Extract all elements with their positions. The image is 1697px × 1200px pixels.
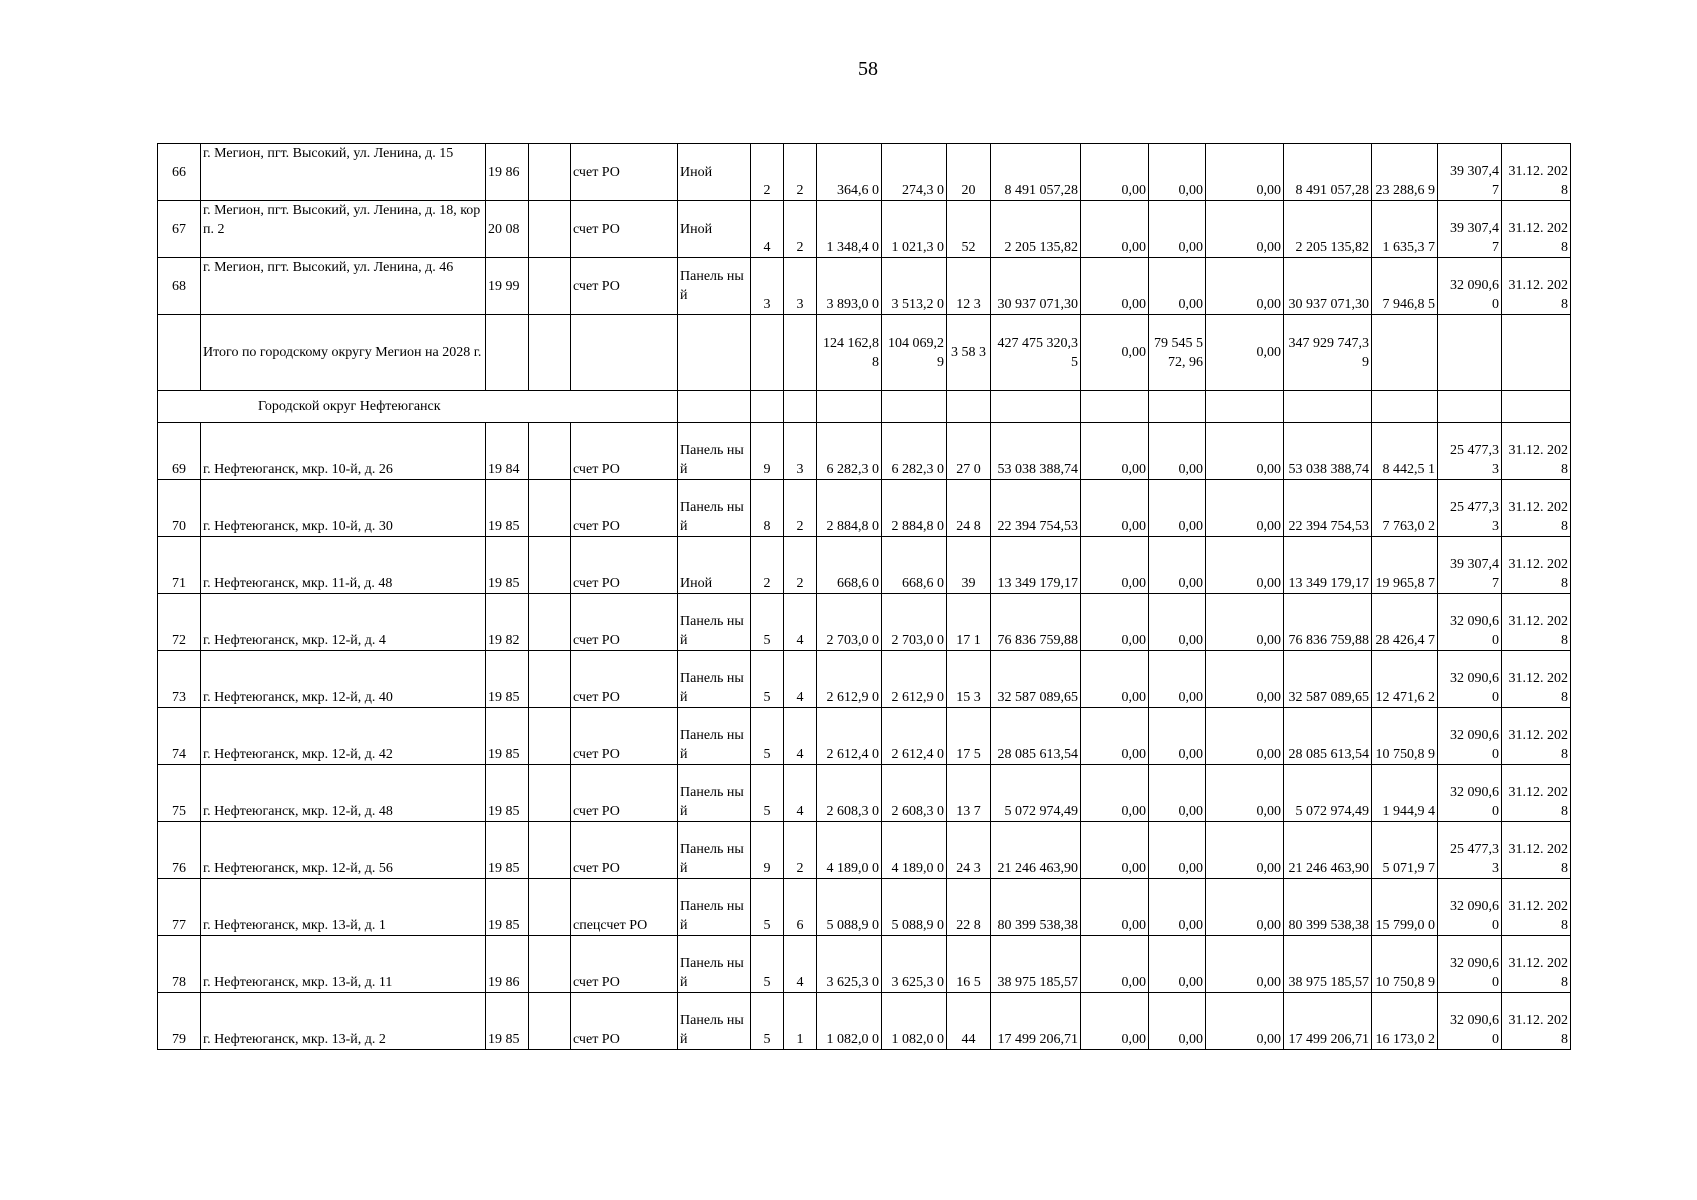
completion-date: 31.12. 2028 — [1502, 480, 1571, 537]
section-header-row — [158, 391, 1571, 423]
row-number: 77 — [158, 879, 201, 936]
completion-date: 31.12. 2028 — [1502, 594, 1571, 651]
area-living: 1 082,0 0 — [882, 993, 947, 1050]
fund-1: 0,00 — [1081, 594, 1149, 651]
row-number: 70 — [158, 480, 201, 537]
row-number: 75 — [158, 765, 201, 822]
area-total: 1 348,4 0 — [817, 201, 882, 258]
fund-2: 0,00 — [1149, 993, 1206, 1050]
address: г. Нефтеюганск, мкр. 12-й, д. 4 — [201, 594, 486, 651]
area-living: 668,6 0 — [882, 537, 947, 594]
repair-cost: 38 975 185,57 — [991, 936, 1081, 993]
wall-material: Иной — [678, 537, 751, 594]
fund-2: 0,00 — [1149, 822, 1206, 879]
floors: 9 — [751, 822, 784, 879]
fund-1: 0,00 — [1081, 651, 1149, 708]
blank-cell — [529, 480, 571, 537]
address: г. Нефтеюганск, мкр. 10-й, д. 26 — [201, 423, 486, 480]
table-row — [158, 993, 1571, 1050]
fund-3: 0,00 — [1206, 258, 1284, 315]
fund-2: 0,00 — [1149, 651, 1206, 708]
table-row — [158, 258, 1571, 315]
wall-material: Панель ный — [678, 594, 751, 651]
unit-cost: 7 946,8 5 — [1372, 258, 1438, 315]
unit-cost: 19 965,8 7 — [1372, 537, 1438, 594]
floors: 2 — [751, 144, 784, 201]
megion-rows — [158, 144, 1571, 315]
table-row — [158, 822, 1571, 879]
repair-cost: 53 038 388,74 — [991, 423, 1081, 480]
build-year: 19 86 — [486, 144, 529, 201]
blank-cell — [529, 258, 571, 315]
completion-date: 31.12. 2028 — [1502, 258, 1571, 315]
wall-material: Панель ный — [678, 822, 751, 879]
area-living: 3 625,3 0 — [882, 936, 947, 993]
area-living: 2 608,3 0 — [882, 765, 947, 822]
account-type: счет РО — [571, 201, 678, 258]
account-type: счет РО — [571, 993, 678, 1050]
account-type: счет РО — [571, 423, 678, 480]
fund-3: 0,00 — [1206, 480, 1284, 537]
wall-material: Панель ный — [678, 879, 751, 936]
table-row — [158, 594, 1571, 651]
area-living: 5 088,9 0 — [882, 879, 947, 936]
area-total: 3 625,3 0 — [817, 936, 882, 993]
fund-1: 0,00 — [1081, 765, 1149, 822]
residents: 22 8 — [947, 879, 991, 936]
blank-cell — [529, 144, 571, 201]
entrances: 6 — [784, 879, 817, 936]
row-number: 66 — [158, 144, 201, 201]
page-number: 58 — [858, 58, 878, 80]
fund-1: 0,00 — [1081, 537, 1149, 594]
unit-cost: 10 750,8 9 — [1372, 708, 1438, 765]
build-year: 19 99 — [486, 258, 529, 315]
account-type: счет РО — [571, 708, 678, 765]
unit-cost: 5 071,9 7 — [1372, 822, 1438, 879]
row-number: 67 — [158, 201, 201, 258]
build-year: 20 08 — [486, 201, 529, 258]
blank-cell — [529, 423, 571, 480]
fund-1: 0,00 — [1081, 480, 1149, 537]
fund-3: 0,00 — [1206, 822, 1284, 879]
megion-total — [158, 315, 1571, 423]
own-funds: 8 491 057,28 — [1284, 144, 1372, 201]
total-fund-1: 0,00 — [1081, 315, 1149, 391]
account-type: счет РО — [571, 765, 678, 822]
fund-2: 0,00 — [1149, 423, 1206, 480]
fund-3: 0,00 — [1206, 594, 1284, 651]
row-number: 73 — [158, 651, 201, 708]
address: г. Нефтеюганск, мкр. 11-й, д. 48 — [201, 537, 486, 594]
unit-limit: 39 307,4 7 — [1438, 201, 1502, 258]
unit-cost: 28 426,4 7 — [1372, 594, 1438, 651]
residents: 39 — [947, 537, 991, 594]
unit-limit: 25 477,3 3 — [1438, 423, 1502, 480]
area-total: 3 893,0 0 — [817, 258, 882, 315]
own-funds: 5 072 974,49 — [1284, 765, 1372, 822]
repair-cost: 13 349 179,17 — [991, 537, 1081, 594]
blank-cell — [529, 765, 571, 822]
own-funds: 38 975 185,57 — [1284, 936, 1372, 993]
fund-1: 0,00 — [1081, 936, 1149, 993]
fund-2: 0,00 — [1149, 258, 1206, 315]
row-number: 68 — [158, 258, 201, 315]
fund-3: 0,00 — [1206, 144, 1284, 201]
address: г. Мегион, пгт. Высокий, ул. Ленина, д. 46 — [201, 258, 486, 315]
residents: 16 5 — [947, 936, 991, 993]
area-total: 2 884,8 0 — [817, 480, 882, 537]
row-number: 76 — [158, 822, 201, 879]
repair-cost: 22 394 754,53 — [991, 480, 1081, 537]
floors: 3 — [751, 258, 784, 315]
wall-material: Панель ный — [678, 423, 751, 480]
address: г. Нефтеюганск, мкр. 10-й, д. 30 — [201, 480, 486, 537]
account-type: счет РО — [571, 144, 678, 201]
build-year: 19 84 — [486, 423, 529, 480]
account-type: счет РО — [571, 651, 678, 708]
area-total: 2 612,9 0 — [817, 651, 882, 708]
unit-limit: 32 090,6 0 — [1438, 936, 1502, 993]
area-living: 2 884,8 0 — [882, 480, 947, 537]
fund-3: 0,00 — [1206, 993, 1284, 1050]
area-living: 274,3 0 — [882, 144, 947, 201]
table-row — [158, 144, 1571, 201]
address: г. Нефтеюганск, мкр. 13-й, д. 11 — [201, 936, 486, 993]
fund-1: 0,00 — [1081, 423, 1149, 480]
own-funds: 13 349 179,17 — [1284, 537, 1372, 594]
residents: 24 8 — [947, 480, 991, 537]
own-funds: 30 937 071,30 — [1284, 258, 1372, 315]
fund-1: 0,00 — [1081, 708, 1149, 765]
entrances: 4 — [784, 594, 817, 651]
address: г. Нефтеюганск, мкр. 12-й, д. 42 — [201, 708, 486, 765]
fund-3: 0,00 — [1206, 423, 1284, 480]
wall-material: Панель ный — [678, 651, 751, 708]
total-area-living: 104 069,2 9 — [882, 315, 947, 391]
residents: 17 1 — [947, 594, 991, 651]
own-funds: 17 499 206,71 — [1284, 993, 1372, 1050]
floors: 2 — [751, 537, 784, 594]
residents: 13 7 — [947, 765, 991, 822]
fund-1: 0,00 — [1081, 822, 1149, 879]
account-type: счет РО — [571, 537, 678, 594]
fund-3: 0,00 — [1206, 651, 1284, 708]
address: г. Нефтеюганск, мкр. 13-й, д. 2 — [201, 993, 486, 1050]
build-year: 19 85 — [486, 651, 529, 708]
account-type: спецсчет РО — [571, 879, 678, 936]
wall-material: Панель ный — [678, 765, 751, 822]
fund-2: 0,00 — [1149, 765, 1206, 822]
floors: 5 — [751, 594, 784, 651]
wall-material: Панель ный — [678, 993, 751, 1050]
blank-cell — [529, 594, 571, 651]
completion-date: 31.12. 2028 — [1502, 879, 1571, 936]
own-funds: 32 587 089,65 — [1284, 651, 1372, 708]
entrances: 2 — [784, 822, 817, 879]
build-year: 19 86 — [486, 936, 529, 993]
unit-limit: 32 090,6 0 — [1438, 993, 1502, 1050]
address: г. Мегион, пгт. Высокий, ул. Ленина, д. 18, корп. 2 — [201, 201, 486, 258]
entrances: 2 — [784, 537, 817, 594]
entrances: 4 — [784, 708, 817, 765]
entrances: 2 — [784, 201, 817, 258]
row-number: 71 — [158, 537, 201, 594]
floors: 5 — [751, 651, 784, 708]
area-total: 2 703,0 0 — [817, 594, 882, 651]
completion-date: 31.12. 2028 — [1502, 822, 1571, 879]
fund-3: 0,00 — [1206, 708, 1284, 765]
floors: 8 — [751, 480, 784, 537]
floors: 5 — [751, 879, 784, 936]
unit-cost: 10 750,8 9 — [1372, 936, 1438, 993]
fund-3: 0,00 — [1206, 765, 1284, 822]
fund-2: 0,00 — [1149, 708, 1206, 765]
address: г. Нефтеюганск, мкр. 12-й, д. 48 — [201, 765, 486, 822]
entrances: 4 — [784, 765, 817, 822]
wall-material: Панель ный — [678, 936, 751, 993]
fund-1: 0,00 — [1081, 144, 1149, 201]
unit-cost: 23 288,6 9 — [1372, 144, 1438, 201]
total-label: Итого по городскому округу Мегион на 2028 г. — [201, 315, 486, 391]
residents: 44 — [947, 993, 991, 1050]
blank-cell — [529, 201, 571, 258]
unit-cost: 8 442,5 1 — [1372, 423, 1438, 480]
completion-date: 31.12. 2028 — [1502, 993, 1571, 1050]
completion-date: 31.12. 2028 — [1502, 423, 1571, 480]
total-fund-3: 0,00 — [1206, 315, 1284, 391]
row-number: 72 — [158, 594, 201, 651]
total-row — [158, 315, 1571, 391]
area-total: 2 608,3 0 — [817, 765, 882, 822]
account-type: счет РО — [571, 594, 678, 651]
blank-cell — [529, 822, 571, 879]
completion-date: 31.12. 2028 — [1502, 201, 1571, 258]
repair-cost: 17 499 206,71 — [991, 993, 1081, 1050]
area-total: 1 082,0 0 — [817, 993, 882, 1050]
residents: 17 5 — [947, 708, 991, 765]
area-total: 364,6 0 — [817, 144, 882, 201]
floors: 4 — [751, 201, 784, 258]
entrances: 2 — [784, 144, 817, 201]
repair-cost: 8 491 057,28 — [991, 144, 1081, 201]
fund-3: 0,00 — [1206, 537, 1284, 594]
total-residents: 3 58 3 — [947, 315, 991, 391]
blank-cell — [529, 993, 571, 1050]
blank-cell — [529, 879, 571, 936]
repair-cost: 21 246 463,90 — [991, 822, 1081, 879]
completion-date: 31.12. 2028 — [1502, 936, 1571, 993]
table-row — [158, 537, 1571, 594]
completion-date: 31.12. 2028 — [1502, 537, 1571, 594]
repair-cost: 76 836 759,88 — [991, 594, 1081, 651]
total-fund-2: 79 545 572, 96 — [1149, 315, 1206, 391]
address: г. Нефтеюганск, мкр. 13-й, д. 1 — [201, 879, 486, 936]
wall-material: Панель ный — [678, 480, 751, 537]
unit-limit: 32 090,6 0 — [1438, 765, 1502, 822]
build-year: 19 85 — [486, 822, 529, 879]
blank-cell — [529, 651, 571, 708]
area-total: 2 612,4 0 — [817, 708, 882, 765]
table-row — [158, 708, 1571, 765]
area-total: 668,6 0 — [817, 537, 882, 594]
own-funds: 76 836 759,88 — [1284, 594, 1372, 651]
entrances: 3 — [784, 258, 817, 315]
table-row — [158, 651, 1571, 708]
address: г. Мегион, пгт. Высокий, ул. Ленина, д. 15 — [201, 144, 486, 201]
repair-cost: 32 587 089,65 — [991, 651, 1081, 708]
table-row — [158, 879, 1571, 936]
unit-cost: 1 944,9 4 — [1372, 765, 1438, 822]
row-number: 79 — [158, 993, 201, 1050]
area-living: 2 612,9 0 — [882, 651, 947, 708]
wall-material: Иной — [678, 144, 751, 201]
own-funds: 28 085 613,54 — [1284, 708, 1372, 765]
area-living: 2 703,0 0 — [882, 594, 947, 651]
floors: 5 — [751, 708, 784, 765]
area-living: 4 189,0 0 — [882, 822, 947, 879]
repair-cost: 80 399 538,38 — [991, 879, 1081, 936]
unit-limit: 32 090,6 0 — [1438, 258, 1502, 315]
wall-material: Панель ный — [678, 258, 751, 315]
floors: 5 — [751, 936, 784, 993]
row-number: 74 — [158, 708, 201, 765]
fund-2: 0,00 — [1149, 201, 1206, 258]
fund-2: 0,00 — [1149, 594, 1206, 651]
wall-material: Иной — [678, 201, 751, 258]
table-row — [158, 936, 1571, 993]
own-funds: 21 246 463,90 — [1284, 822, 1372, 879]
fund-3: 0,00 — [1206, 879, 1284, 936]
entrances: 4 — [784, 651, 817, 708]
entrances: 2 — [784, 480, 817, 537]
residents: 15 3 — [947, 651, 991, 708]
blank-cell — [529, 537, 571, 594]
fund-1: 0,00 — [1081, 201, 1149, 258]
blank-cell — [529, 936, 571, 993]
unit-cost: 1 635,3 7 — [1372, 201, 1438, 258]
floors: 5 — [751, 993, 784, 1050]
fund-2: 0,00 — [1149, 537, 1206, 594]
unit-cost: 16 173,0 2 — [1372, 993, 1438, 1050]
fund-2: 0,00 — [1149, 936, 1206, 993]
table-row — [158, 480, 1571, 537]
unit-cost: 7 763,0 2 — [1372, 480, 1438, 537]
own-funds: 80 399 538,38 — [1284, 879, 1372, 936]
build-year: 19 85 — [486, 537, 529, 594]
blank-cell — [529, 708, 571, 765]
build-year: 19 85 — [486, 480, 529, 537]
residents: 52 — [947, 201, 991, 258]
area-living: 6 282,3 0 — [882, 423, 947, 480]
fund-3: 0,00 — [1206, 201, 1284, 258]
housing-register-table — [157, 143, 1571, 1050]
build-year: 19 85 — [486, 708, 529, 765]
nefteyugansk-rows — [158, 423, 1571, 1050]
unit-limit: 39 307,4 7 — [1438, 144, 1502, 201]
address: г. Нефтеюганск, мкр. 12-й, д. 40 — [201, 651, 486, 708]
unit-cost: 15 799,0 0 — [1372, 879, 1438, 936]
completion-date: 31.12. 2028 — [1502, 651, 1571, 708]
repair-cost: 28 085 613,54 — [991, 708, 1081, 765]
account-type: счет РО — [571, 936, 678, 993]
area-living: 1 021,3 0 — [882, 201, 947, 258]
wall-material: Панель ный — [678, 708, 751, 765]
entrances: 4 — [784, 936, 817, 993]
fund-3: 0,00 — [1206, 936, 1284, 993]
build-year: 19 85 — [486, 879, 529, 936]
residents: 27 0 — [947, 423, 991, 480]
completion-date: 31.12. 2028 — [1502, 765, 1571, 822]
unit-limit: 25 477,3 3 — [1438, 822, 1502, 879]
account-type: счет РО — [571, 480, 678, 537]
area-living: 3 513,2 0 — [882, 258, 947, 315]
unit-limit: 32 090,6 0 — [1438, 708, 1502, 765]
address: г. Нефтеюганск, мкр. 12-й, д. 56 — [201, 822, 486, 879]
own-funds: 2 205 135,82 — [1284, 201, 1372, 258]
completion-date: 31.12. 2028 — [1502, 144, 1571, 201]
unit-limit: 32 090,6 0 — [1438, 651, 1502, 708]
table-row — [158, 201, 1571, 258]
account-type: счет РО — [571, 822, 678, 879]
completion-date: 31.12. 2028 — [1502, 708, 1571, 765]
section-title: Городской округ Нефтеюганск — [158, 391, 678, 423]
area-living: 2 612,4 0 — [882, 708, 947, 765]
fund-1: 0,00 — [1081, 993, 1149, 1050]
build-year: 19 85 — [486, 993, 529, 1050]
table-row — [158, 423, 1571, 480]
own-funds: 53 038 388,74 — [1284, 423, 1372, 480]
entrances: 1 — [784, 993, 817, 1050]
fund-1: 0,00 — [1081, 258, 1149, 315]
account-type: счет РО — [571, 258, 678, 315]
entrances: 3 — [784, 423, 817, 480]
row-number: 78 — [158, 936, 201, 993]
fund-2: 0,00 — [1149, 480, 1206, 537]
own-funds: 22 394 754,53 — [1284, 480, 1372, 537]
total-cost: 427 475 320,35 — [991, 315, 1081, 391]
floors: 9 — [751, 423, 784, 480]
unit-limit: 25 477,3 3 — [1438, 480, 1502, 537]
residents: 12 3 — [947, 258, 991, 315]
area-total: 5 088,9 0 — [817, 879, 882, 936]
table-row — [158, 765, 1571, 822]
residents: 24 3 — [947, 822, 991, 879]
fund-2: 0,00 — [1149, 144, 1206, 201]
unit-limit: 32 090,6 0 — [1438, 879, 1502, 936]
fund-1: 0,00 — [1081, 879, 1149, 936]
repair-cost: 2 205 135,82 — [991, 201, 1081, 258]
total-area-total: 124 162,8 8 — [817, 315, 882, 391]
residents: 20 — [947, 144, 991, 201]
total-own-funds: 347 929 747,39 — [1284, 315, 1372, 391]
floors: 5 — [751, 765, 784, 822]
area-total: 4 189,0 0 — [817, 822, 882, 879]
repair-cost: 30 937 071,30 — [991, 258, 1081, 315]
fund-2: 0,00 — [1149, 879, 1206, 936]
build-year: 19 85 — [486, 765, 529, 822]
build-year: 19 82 — [486, 594, 529, 651]
row-number: 69 — [158, 423, 201, 480]
unit-limit: 39 307,4 7 — [1438, 537, 1502, 594]
area-total: 6 282,3 0 — [817, 423, 882, 480]
unit-cost: 12 471,6 2 — [1372, 651, 1438, 708]
repair-cost: 5 072 974,49 — [991, 765, 1081, 822]
unit-limit: 32 090,6 0 — [1438, 594, 1502, 651]
